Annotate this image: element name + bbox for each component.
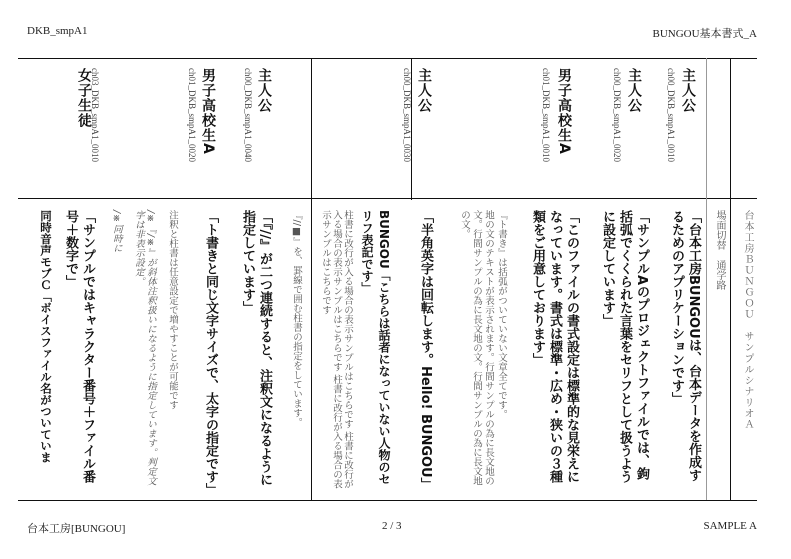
dialogue-line: 「ト書きと同じ文字サイズで、太字の指定です」 — [203, 210, 218, 496]
dialogue-line: 「台本工房BUNGOUは、台本データを作成するためのアプリケーションです」 — [669, 210, 701, 482]
dialogue-line: 「このファイルの書式設定は標準的な見栄えになっています。書式は標準・広め・狭いの３種類をご用意しております」 — [530, 210, 579, 483]
speaker-name: 主人公 — [416, 68, 432, 113]
speaker-name: 女子生徒 — [76, 68, 92, 128]
italic-annotation: /※『/※』が斜体注釈扱いになるように指定しています。判定文字は非表示設定。 — [133, 210, 156, 486]
footer-left: 台本工房[BUNGOU] — [27, 523, 126, 535]
voice-file-id: ch00_DKB_smpA1_0030 — [402, 68, 412, 162]
hashira-box: 柱書に改行が入る場合の表示サンプルはこちらです 柱書に改行が入る場合の表示サンプルはこちらです 柱書に改行が入る場合の表示サンプルはこちらです — [320, 210, 353, 489]
footer-page-number: 2 / 3 — [382, 520, 402, 532]
stage-direction: 『ト書き』は括弧がついていない文章全てです。 — [496, 210, 507, 419]
script-title: 台本工房ＢＵＮＧＯＵ サンプルシナリオＡ — [742, 210, 753, 430]
voice-file-id: ch00_DKB_smpA1_0010 — [666, 68, 676, 162]
dialogue-line: 「半角英字は回転します。Hello! BUNGOU」 — [418, 210, 433, 491]
speaker-name: 主人公 — [626, 68, 642, 113]
stage-direction: 『//■』を、罫線で囲む柱書の指定をしています。 — [291, 210, 302, 427]
voice-file-id: ch01_DKB_smpA1_0020 — [187, 68, 197, 162]
speaker-name: 男子高校生A — [556, 68, 572, 155]
bottom-rule — [18, 500, 757, 501]
voice-file-id: ch00_DKB_smpA1_0040 — [243, 68, 253, 162]
voice-file-id: ch03_DKB_smpA1_0010 — [90, 68, 100, 162]
italic-annotation: /※同時に — [111, 210, 122, 253]
voice-file-id: ch00_DKB_smpA1_0020 — [612, 68, 622, 162]
header-left: DKB_smpA1 — [27, 25, 88, 37]
speaker-name: 主人公 — [680, 68, 696, 113]
middle-rule — [18, 198, 757, 199]
stage-direction: 注釈と柱書は任意設定で増やすことが可能です — [167, 210, 178, 410]
header-right: BUNGOU基本書式_A — [652, 28, 757, 40]
speaker-name: 主人公 — [256, 68, 272, 113]
dialogue-line: 「サンプルAのプロジェクトファイルでは、鉤括弧でくくられた言葉をセリフとして扱うように設定しています」 — [600, 210, 649, 483]
hashira-left-rule — [311, 58, 312, 500]
unnamed-dialogue: BUNGOU「こちらは話者になっていない人物のセリフ表記です」 — [360, 210, 391, 485]
mob-dialogue: 同時音声モブＣ「ボイスファイル名がついていま — [39, 210, 53, 463]
speaker-name: 男子高校生A — [200, 68, 216, 155]
top-rule — [18, 58, 757, 59]
dialogue-line: 「『//』が二つ連続すると、注釈文になるように指定しています」 — [240, 210, 272, 486]
footer-right: SAMPLE A — [703, 520, 757, 532]
stage-direction: 地の文のテキストが表示されます。行間サンプルの為に長文地の文。行間サンプルの為に長文地の文。行間サンプルの為に長文地の文。 — [459, 210, 494, 486]
voice-file-id: ch01_DKB_smpA1_0010 — [541, 68, 551, 162]
scene-divider — [706, 58, 707, 500]
title-divider — [730, 58, 731, 500]
dialogue-line: 「サンプルではキャラクター番号＋ファイル番号＋数字で」 — [63, 210, 95, 483]
scene-heading: 場面切替 通学路 — [714, 210, 725, 290]
